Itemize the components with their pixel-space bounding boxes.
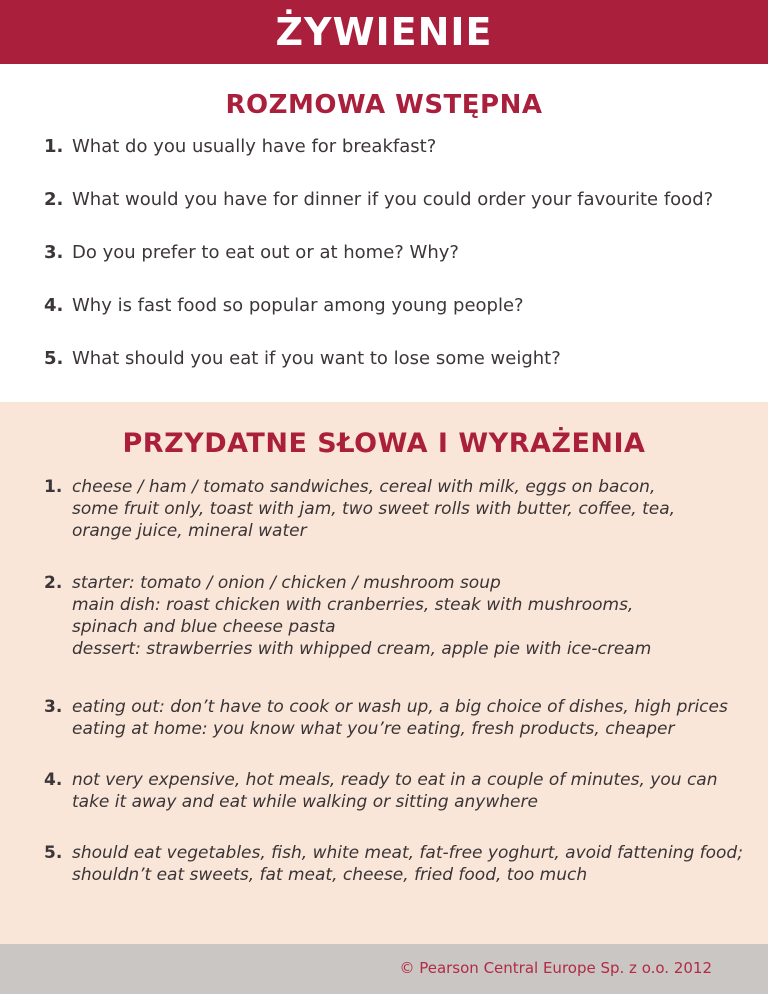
answer-line: starter: tomato / onion / chicken / mushroom soup xyxy=(72,573,501,593)
question-number: 4. xyxy=(44,295,64,316)
answer-item xyxy=(44,696,728,739)
header-banner xyxy=(0,0,768,64)
question-item xyxy=(44,242,459,263)
answer-item xyxy=(44,769,718,812)
answer-line: eating at home: you know what you’re eating, fresh products, cheaper xyxy=(72,719,675,739)
answer-line: not very expensive, hot meals, ready to eat in a couple of minutes, you can xyxy=(72,770,718,790)
question-text: Do you prefer to eat out or at home? Why? xyxy=(72,242,459,263)
question-item xyxy=(44,189,713,210)
answer-line: shouldn’t eat sweets, fat meat, cheese, fried food, too much xyxy=(72,865,588,885)
answer-line: main dish: roast chicken with cranberries, steak with mushrooms, xyxy=(72,595,634,615)
answer-item xyxy=(44,476,676,541)
question-number: 1. xyxy=(44,136,64,157)
answer-number: 1. xyxy=(44,477,63,497)
answer-line: eating out: don’t have to cook or wash up, a big choice of dishes, high prices xyxy=(72,697,728,717)
answer-number: 2. xyxy=(44,573,63,593)
useful-phrases-title: PRZYDATNE SŁOWA I WYRAŻENIA xyxy=(122,428,646,459)
question-item xyxy=(44,348,561,369)
question-item xyxy=(44,295,524,316)
question-number: 3. xyxy=(44,242,64,263)
question-item xyxy=(44,136,436,157)
answer-item xyxy=(44,842,743,885)
intro-section-title: ROZMOWA WSTĘPNA xyxy=(225,90,543,120)
answer-line: dessert: strawberries with whipped cream, apple pie with ice-cream xyxy=(72,639,652,659)
question-text: What would you have for dinner if you could order your favourite food? xyxy=(72,189,714,210)
answer-number: 4. xyxy=(44,770,63,790)
answer-line: some fruit only, toast with jam, two sweet rolls with butter, coffee, tea, xyxy=(72,499,676,519)
answer-line: cheese / ham / tomato sandwiches, cereal with milk, eggs on bacon, xyxy=(72,477,656,497)
answer-item xyxy=(44,572,652,659)
answer-line: spinach and blue cheese pasta xyxy=(72,617,336,637)
copyright-text: © Pearson Central Europe Sp. z o.o. 2012 xyxy=(399,959,712,977)
answer-number: 5. xyxy=(44,843,63,863)
question-text: What do you usually have for breakfast? xyxy=(72,136,437,157)
useful-phrases-section xyxy=(0,402,768,944)
answer-number: 3. xyxy=(44,697,63,717)
question-text: Why is fast food so popular among young people? xyxy=(72,295,524,316)
footer xyxy=(0,944,768,994)
page-title: ŻYWIENIE xyxy=(275,10,493,54)
question-number: 2. xyxy=(44,189,64,210)
intro-section xyxy=(0,64,768,402)
answer-line: take it away and eat while walking or sitting anywhere xyxy=(72,792,538,812)
question-number: 5. xyxy=(44,348,64,369)
question-text: What should you eat if you want to lose some weight? xyxy=(72,348,561,369)
answer-line: should eat vegetables, fish, white meat, fat-free yoghurt, avoid fattening food; xyxy=(72,843,743,863)
answer-line: orange juice, mineral water xyxy=(72,521,307,541)
